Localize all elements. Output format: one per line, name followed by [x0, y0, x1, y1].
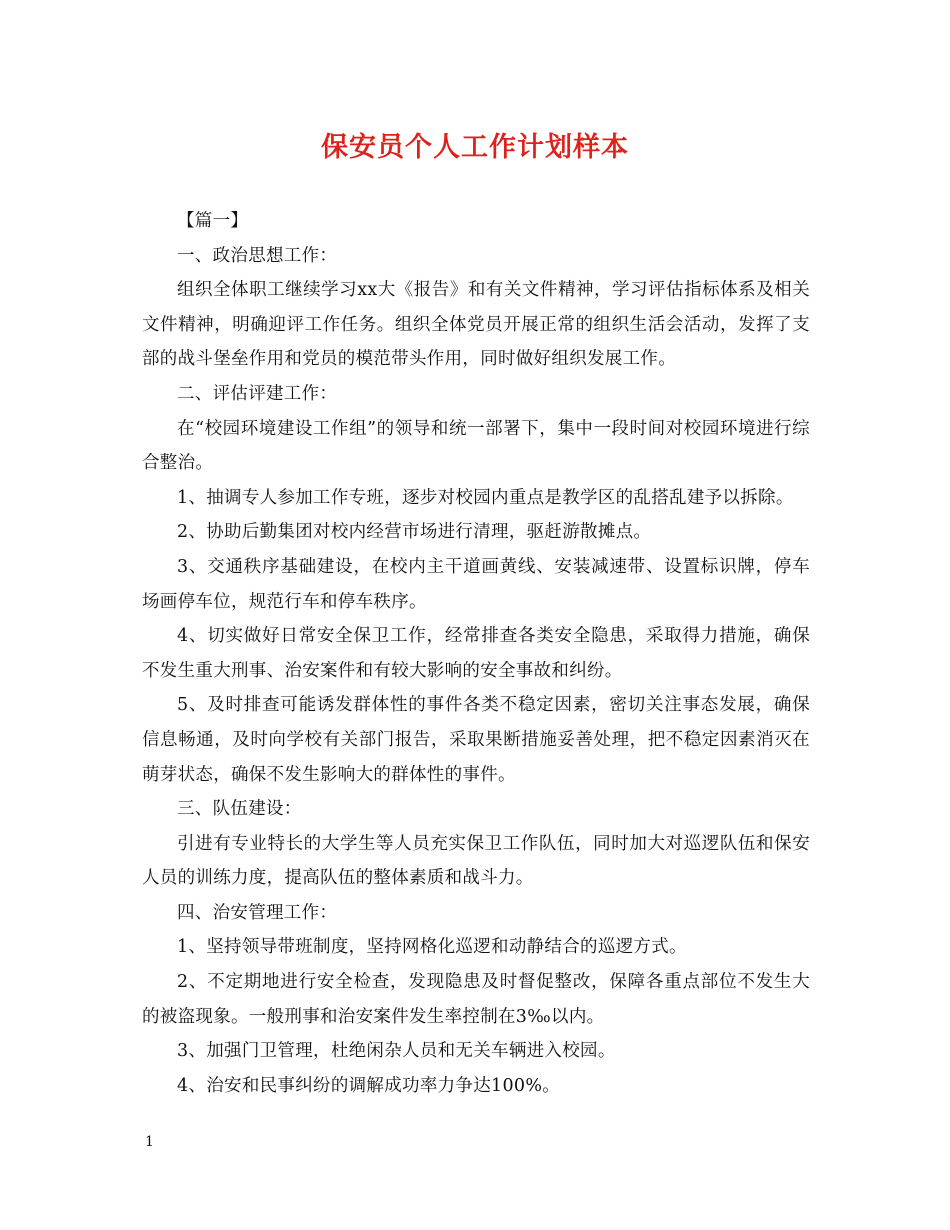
body-paragraph: 组织全体职工继续学习xx大《报告》和有关文件精神，学习评估指标体系及相关文件精神，明确迎评工作任务。组织全体党员开展正常的组织生活会活动，发挥了支部的战斗堡垒作用和党员的模范带头作用，同时做好组织发展工作。: [142, 280, 810, 370]
list-item: 5、及时排查可能诱发群体性的事件各类不稳定因素，密切关注事态发展，确保信息畅通，及时向学校有关部门报告，采取果断措施妥善处理，把不稳定因素消灭在萌芽状态，确保不发生影响大的群体性的事件。: [142, 695, 810, 785]
list-item: 2、不定期地进行安全检查，发现隐患及时督促整改，保障各重点部位不发生大的被盗现象。一般刑事和治安案件发生率控制在3‰以内。: [142, 972, 810, 1027]
body-paragraph: 在“校园环境建设工作组”的领导和统一部署下，集中一段时间对校园环境进行综合整治。: [142, 418, 810, 474]
list-item: 3、加强门卫管理，杜绝闲杂人员和无关车辆进入校园。: [177, 1041, 616, 1062]
list-item: 4、治安和民事纠纷的调解成功率力争达100%。: [177, 1075, 561, 1096]
page-number: 1: [145, 1134, 154, 1150]
list-item: 1、抽调专人参加工作专班，逐步对校园内重点是教学区的乱搭乱建予以拆除。: [177, 487, 794, 508]
section-heading: 三、队伍建设：: [177, 799, 302, 820]
document-body: [142, 204, 810, 1103]
section-heading: 四、治安管理工作：: [177, 902, 338, 923]
list-item: 2、协助后勤集团对校内经营市场进行清理，驱赶游散摊点。: [177, 522, 652, 543]
body-paragraph: 引进有专业特长的大学生等人员充实保卫工作队伍，同时加大对巡逻队伍和保安人员的训练力度，提高队伍的整体素质和战斗力。: [142, 833, 810, 889]
document-title: 保安员个人工作计划样本: [321, 132, 629, 163]
section-heading: 二、评估评建工作：: [177, 383, 338, 404]
section-heading: 一、政治思想工作：: [177, 245, 338, 266]
list-item: 4、切实做好日常安全保卫工作，经常排查各类安全隐患，采取得力措施，确保不发生重大刑事、治安案件和有较大影响的安全事故和纠纷。: [142, 626, 810, 681]
section-heading: 【篇一】: [177, 211, 249, 231]
list-item: 1、坚持领导带班制度，坚持网格化巡逻和动静结合的巡逻方式。: [177, 937, 687, 958]
list-item: 3、交通秩序基础建设，在校内主干道画黄线、安装减速带、设置标识牌，停车场画停车位，规范行车和停车秩序。: [142, 556, 810, 612]
